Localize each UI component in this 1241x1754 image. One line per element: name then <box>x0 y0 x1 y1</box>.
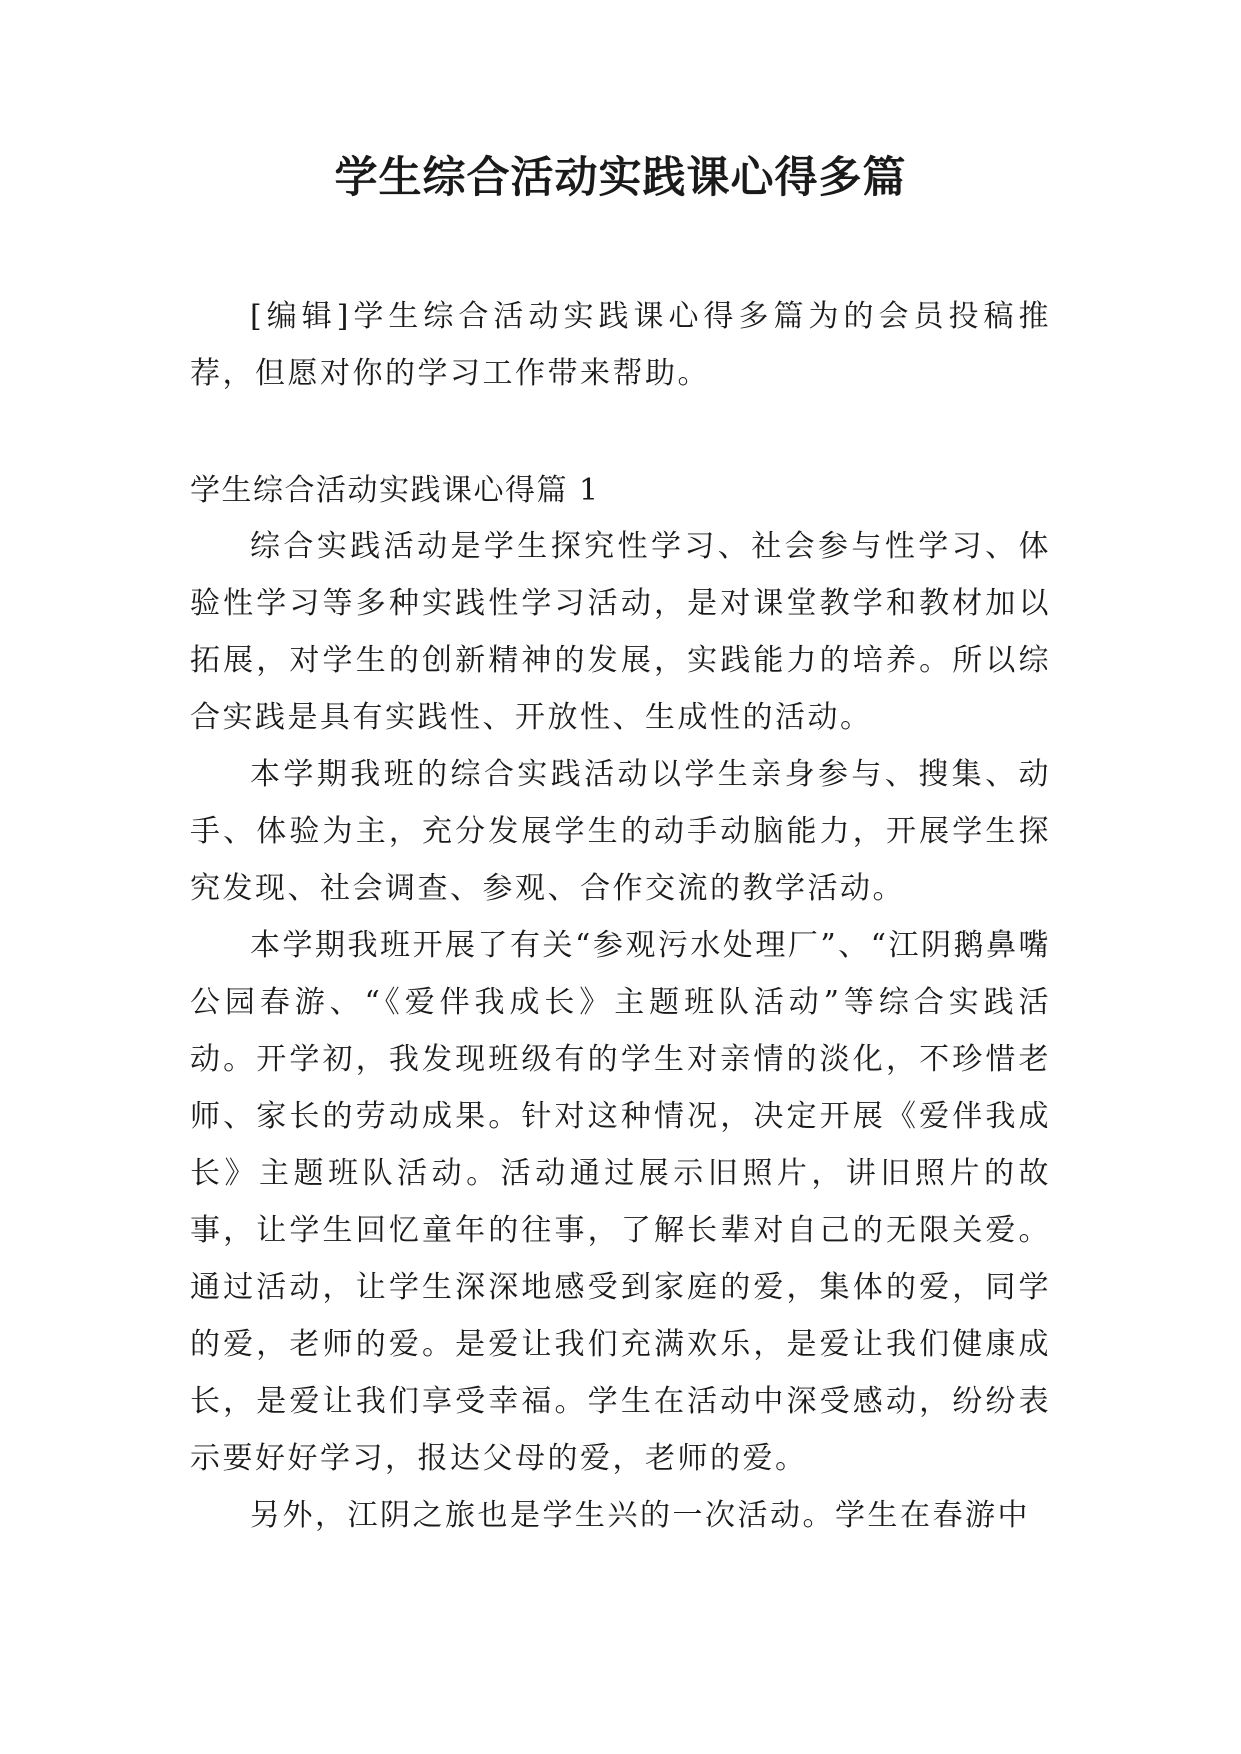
document-title: 学生综合活动实践课心得多篇 <box>334 153 907 203</box>
body-paragraphs <box>190 518 1051 1544</box>
body-paragraph: 综合实践活动是学生探究性学习、社会参与性学习、体验性学习等多种实践性学习活动，是对课堂教学和教材加以拓展，对学生的创新精神的发展，实践能力的培养。所以综合实践是具有实践性、开放性、生成性的活动。 <box>190 529 1051 735</box>
body-paragraph: 本学期我班开展了有关“参观污水处理厂”、“江阴鹅鼻嘴公园春游、“《爱伴我成长》主题班队活动”等综合实践活动。开学初，我发现班级有的学生对亲情的淡化，不珍惜老师、家长的劳动成果。针对这种情况，决定开展《爱伴我成长》主题班队活动。活动通过展示旧照片，讲旧照片的故事，让学生回忆童年的往事，了解长辈对自己的无限关爱。通过活动，让学生深深地感受到家庭的爱，集体的爱，同学的爱，老师的爱。是爱让我们充满欢乐，是爱让我们健康成长，是爱让我们享受幸福。学生在活动中深受感动，纷纷表示要好好学习，报达父母的爱，老师的爱。 <box>190 928 1052 1476</box>
intro-paragraph: [编辑]学生综合活动实践课心得多篇为的会员投稿推荐，但愿对你的学习工作带来帮助。 <box>190 299 1051 391</box>
body-paragraph: 另外，江阴之旅也是学生兴的一次活动。学生在春游中 <box>250 1498 1030 1533</box>
section-heading: 学生综合活动实践课心得篇 1 <box>190 473 600 508</box>
body-paragraph: 本学期我班的综合实践活动以学生亲身参与、搜集、动手、体验为主，充分发展学生的动手动脑能力，开展学生探究发现、社会调查、参观、合作交流的教学活动。 <box>190 757 1051 906</box>
